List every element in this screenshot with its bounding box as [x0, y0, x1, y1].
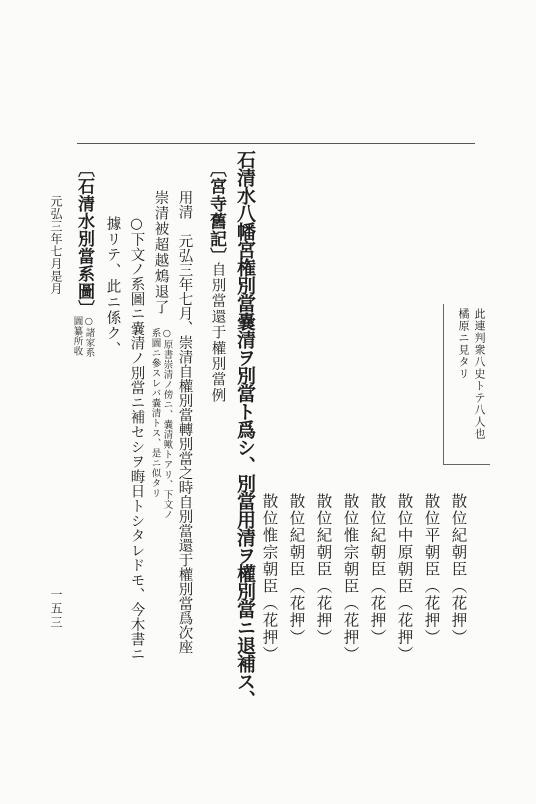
signature-4: 散位紀朝臣（花押）: [368, 493, 387, 646]
signature-7: 散位紀朝臣（花押）: [287, 493, 306, 646]
separator-rule: [77, 143, 475, 144]
source-note-2b: 圖纂所收: [71, 316, 83, 356]
entry-line-2-note-b: 系圖ニ參スレバ嚢清トス、是ニ似タリ: [149, 328, 161, 498]
signature-8: 散位惟宗朝臣（花押）: [260, 493, 279, 663]
side-note-line-1: 此連判衆八史トテ八人也: [473, 308, 486, 440]
signature-6: 散位紀朝臣（花押）: [314, 493, 333, 646]
entry-line-1: 用清 元弘三年七月、崇清自權別當轉別當之時自別當還于權別當爲次座: [176, 190, 193, 654]
signature-2: 散位平朝臣（花押）: [422, 493, 441, 646]
source-title-1: 〔宮寺舊記〕: [206, 160, 226, 265]
entry-line-2: 崇清被超越鴆退了: [152, 190, 169, 316]
date-line: 元弘三年七月是月: [49, 195, 63, 295]
source-title-2: 〔石清水別當系圖〕: [74, 160, 94, 318]
signature-5: 散位惟宗朝臣（花押）: [341, 493, 360, 663]
article-heading: 石清水八幡宮権別當嚢清ヲ別當ト爲シ、別當用清ヲ權別當ニ退補ス、: [234, 150, 256, 708]
entry-line-4: 據リテ、此ニ係ク、: [104, 216, 121, 358]
signature-3: 散位中原朝臣（花押）: [395, 493, 414, 663]
side-note-line-2: 橘原ニ見タリ: [457, 308, 470, 380]
source-note-2a: ○諸家系: [83, 316, 95, 358]
entry-line-2-note-a: ○原書崇清ノ傍ニ、嚢清歟トアリ、下文ノ: [161, 328, 173, 520]
entry-line-3: ○下文ノ系圖ニ嚢清ノ別當ニ補セシヲ晦日トシタレドモ、今木書ニ: [128, 216, 145, 662]
source-subtitle-1: 自別當還于權別當例: [209, 262, 226, 404]
page-number: 一五三: [49, 588, 63, 630]
signature-1: 散位紀朝臣（花押）: [449, 493, 468, 646]
